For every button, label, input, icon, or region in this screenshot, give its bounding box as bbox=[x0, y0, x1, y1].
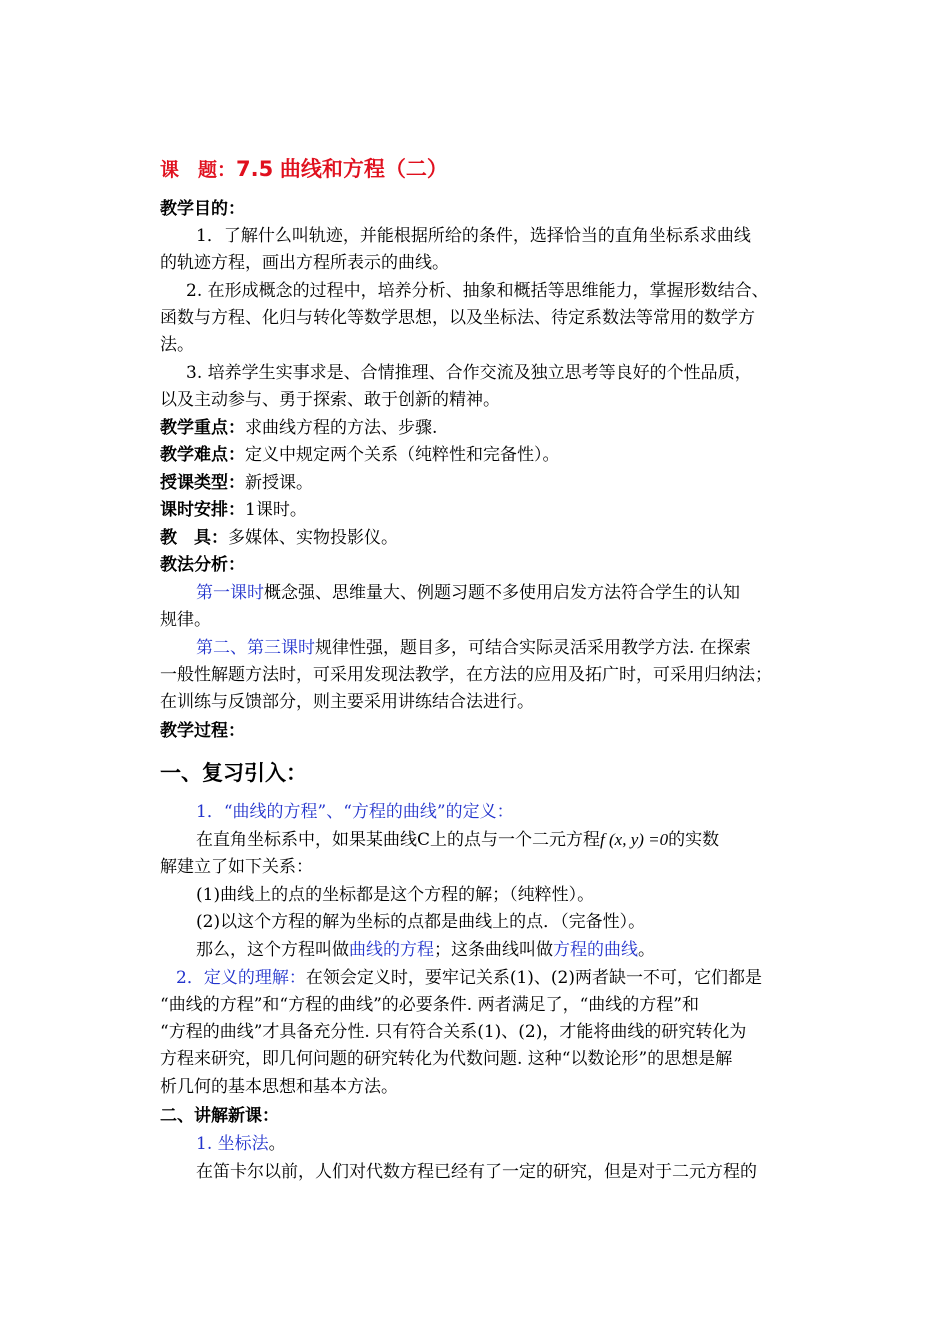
goal-1-line-2: 的轨迹方程，画出方程所表示的曲线。 bbox=[160, 253, 449, 273]
review-2-text: 在领会定义时，要牢记关系(1)、(2)两者缺一不可，它们都是 bbox=[305, 968, 762, 988]
new-1-line-1: 在笛卡尔以前，人们对代数方程已经有了一定的研究，但是对于二元方程的 bbox=[196, 1162, 757, 1182]
method-2-line-1 bbox=[196, 637, 836, 659]
lesson-title bbox=[160, 158, 800, 181]
goals-heading: 教学目的： bbox=[160, 199, 245, 219]
review-2-line-5: 析几何的基本思想和基本方法。 bbox=[160, 1077, 398, 1097]
difficulty-text: 定义中规定两个关系（纯粹性和完备性）。 bbox=[245, 445, 560, 465]
key-point-text: 求曲线方程的方法、步骤. bbox=[245, 418, 438, 438]
review-2-heading: 2．定义的理解： bbox=[176, 968, 306, 988]
goal-3-line-2: 以及主动参与、勇于探索、敢于创新的精神。 bbox=[160, 390, 500, 410]
new-1-title: 1. 坐标法 bbox=[196, 1134, 269, 1154]
teaching-tools-text: 多媒体、实物投影仪。 bbox=[228, 528, 398, 548]
new-1-punct: 。 bbox=[268, 1134, 286, 1154]
review-1-line-2: 解建立了如下关系： bbox=[160, 857, 313, 877]
method-2-highlight: 第二、第三课时 bbox=[196, 638, 315, 658]
section-2-heading: 二、讲解新课： bbox=[160, 1106, 279, 1126]
method-heading: 教法分析： bbox=[160, 555, 245, 575]
teaching-tools bbox=[160, 527, 800, 549]
method-1-text: 概念强、思维量大、例题习题不多使用启发方法符合学生的认知 bbox=[264, 583, 740, 603]
conclusion-text-1: 那么，这个方程叫做 bbox=[196, 940, 349, 960]
review-1-conclusion bbox=[196, 939, 836, 961]
schedule bbox=[160, 499, 800, 521]
goal-3-line-1: 3. 培养学生实事求是、合情推理、合作交流及独立思考等良好的个性品质， bbox=[186, 363, 752, 383]
method-2-text: 规律性强，题目多，可结合实际灵活采用教学方法. 在探索 bbox=[315, 638, 751, 658]
key-point bbox=[160, 417, 800, 439]
review-1-heading: 1．“曲线的方程”、“方程的曲线”的定义： bbox=[196, 802, 514, 822]
goal-2-line-2: 函数与方程、化归与转化等数学思想，以及坐标法、待定系数法等常用的数学方 bbox=[160, 308, 755, 328]
method-2-line-2: 一般性解题方法时，可采用发现法教学，在方法的应用及拓广时，可采用归纳法； bbox=[160, 665, 772, 685]
teaching-tools-label: 教 具： bbox=[160, 528, 228, 548]
review-2-line-3: “方程的曲线”才具备充分性. 只有符合关系(1)、(2)，才能将曲线的研究转化为 bbox=[160, 1022, 747, 1042]
title-text: 曲线和方程（二） bbox=[279, 157, 448, 181]
lesson-type-label: 授课类型： bbox=[160, 473, 245, 493]
lesson-type-text: 新授课。 bbox=[245, 473, 313, 493]
process-heading: 教学过程： bbox=[160, 721, 245, 741]
review-2-line-1 bbox=[176, 967, 816, 989]
review-1-line-1 bbox=[196, 829, 836, 851]
conclusion-text-3: 。 bbox=[638, 940, 655, 960]
method-2-line-3: 在训练与反馈部分，则主要采用讲练结合法进行。 bbox=[160, 692, 534, 712]
lesson-type bbox=[160, 472, 800, 494]
review-1-text-pre: 在直角坐标系中，如果某曲线C上的点与一个二元方程 bbox=[196, 830, 601, 850]
schedule-label: 课时安排： bbox=[160, 500, 245, 520]
conclusion-text-2: ；这条曲线叫做 bbox=[434, 940, 553, 960]
equation: f (x, y) =0 bbox=[600, 830, 669, 849]
method-1-line-2: 规律。 bbox=[160, 610, 211, 630]
review-1-text-post: 的实数 bbox=[668, 830, 720, 850]
review-2-line-2: “曲线的方程”和“方程的曲线”的必要条件. 两者满足了，“曲线的方程”和 bbox=[160, 995, 699, 1015]
goal-2-line-1: 2. 在形成概念的过程中，培养分析、抽象和概括等思维能力，掌握形数结合、 bbox=[186, 281, 769, 301]
new-1-heading bbox=[196, 1133, 836, 1155]
key-point-label: 教学重点： bbox=[160, 418, 245, 438]
equation-curve-term: 方程的曲线 bbox=[553, 940, 638, 960]
title-number: 7.5 bbox=[236, 157, 274, 181]
difficulty-label: 教学难点： bbox=[160, 445, 245, 465]
difficulty bbox=[160, 444, 800, 466]
section-1-heading: 一、复习引入： bbox=[160, 761, 307, 785]
goal-1-line-1: 1．了解什么叫轨迹，并能根据所给的条件，选择恰当的直角坐标系求曲线 bbox=[196, 226, 751, 246]
review-2-line-4: 方程来研究，即几何问题的研究转化为代数问题. 这种“以数论形”的思想是解 bbox=[160, 1049, 733, 1069]
title-label: 课 题： bbox=[160, 159, 237, 181]
method-1-highlight: 第一课时 bbox=[196, 583, 264, 603]
method-1-line-1 bbox=[196, 582, 836, 604]
curve-equation-term: 曲线的方程 bbox=[349, 940, 434, 960]
review-1-relation-1: (1)曲线上的点的坐标都是这个方程的解；（纯粹性）。 bbox=[196, 885, 595, 905]
schedule-text: 1课时。 bbox=[245, 500, 307, 520]
review-1-relation-2: (2)以这个方程的解为坐标的点都是曲线上的点．（完备性）。 bbox=[196, 912, 646, 932]
goal-2-line-3: 法。 bbox=[160, 335, 194, 355]
